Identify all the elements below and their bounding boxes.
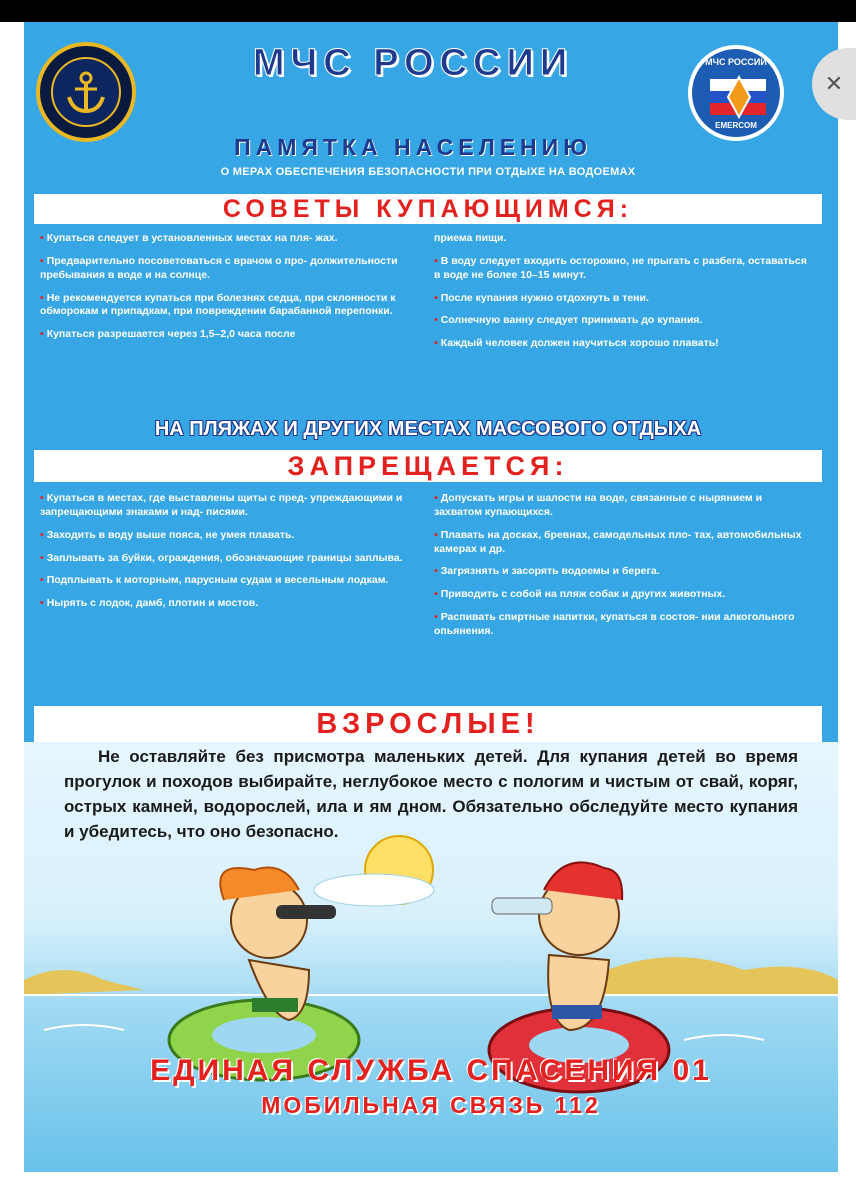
tip-item: • Предварительно посоветоваться с врачом о про- должительности пребывания в воде и на солнце. [40, 254, 398, 281]
tip-item: • Не рекомендуется купаться при болезнях седца, при склонности к обморокам и припадкам, при повреждении барабанной перепонки. [40, 291, 396, 318]
forbidden-item: • Допускать игры и шалости на воде, связанные с нырянием и захватом купающихся. [434, 492, 763, 518]
adults-paragraph: Не оставляйте без присмотра маленьких детей. Для купания детей во время прогулок и походов выбирайте, неглубокое место с пологим и чистым от свай, коряг, острых камней, водорослей, ила и ям дном. Обязательно обследуйте место купания и убедитесь, что оно безопасно. [64, 747, 798, 842]
emblem-bottom-text: EMERCOM [715, 121, 757, 130]
forbidden-heading: ЗАПРЕЩАЕТСЯ: [34, 450, 822, 482]
beach-illustration [24, 830, 838, 1172]
tip-item: • Купаться следует в установленных местах на пля- жах. [40, 232, 338, 244]
tip-item: • Солнечную ванну следует принимать до купания. [434, 314, 703, 327]
tip-continuation: приема пищи. [434, 232, 507, 244]
forbidden-item: • Загрязнять и засорять водоемы и берега. [434, 565, 660, 578]
emblem-top-text: МЧС РОССИИ [705, 57, 767, 67]
status-bar [0, 0, 856, 22]
tip-item: • В воду следует входить осторожно, не прыгать с разбега, оставаться в воде не более 10–15 минут. [434, 254, 807, 281]
tip-item: • Купаться разрешается через 1,5–2,0 часа после [40, 328, 296, 341]
forbidden-item: • Заходить в воду выше пояса, не умея плавать. [40, 528, 295, 541]
bottom-margin [0, 1172, 856, 1200]
anchor-emblem-icon [36, 42, 136, 142]
close-icon: ✕ [824, 71, 844, 96]
sun-icon [314, 836, 434, 906]
memo-subtitle: О МЕРАХ ОБЕСПЕЧЕНИЯ БЕЗОПАСНОСТИ ПРИ ОТДЫХЕ НА ВОДОЕМАХ [220, 166, 636, 178]
forbidden-item: • Заплывать за буйки, ограждения, обозначающие границы заплыва. [40, 551, 403, 564]
tips-right-column [434, 232, 810, 360]
forbidden-item: • Подплывать к моторным, парусным судам и весельным лодкам. [40, 574, 389, 587]
forbidden-item: • Приводить с собой на пляж собак и других животных. [434, 588, 726, 601]
adults-heading: ВЗРОСЛЫЕ! [34, 706, 822, 742]
tips-left-column [40, 232, 420, 351]
forbidden-right-column [434, 492, 810, 648]
tips-heading: СОВЕТЫ КУПАЮЩИМСЯ: [34, 194, 822, 224]
tip-item: • Каждый человек должен научиться хорошо плавать! [434, 337, 719, 350]
forbidden-item: • Купаться в местах, где выставлены щиты с пред- упреждающими и запрещающими знаками и над- писями. [40, 492, 403, 518]
memo-title: ПАМЯТКА НАСЕЛЕНИЮ [234, 134, 592, 160]
forbidden-item: • Нырять с лодок, дамб, плотин и мостов. [40, 597, 259, 610]
beach-heading: НА ПЛЯЖАХ И ДРУГИХ МЕСТАХ МАССОВОГО ОТДЫХА [154, 418, 702, 440]
page-title: МЧС РОССИИ [252, 42, 574, 84]
forbidden-left-column [40, 492, 420, 620]
forbidden-item: • Распивать спиртные напитки, купаться в состоя- нии алкогольного опьянения. [434, 611, 795, 638]
mobile-rescue-phone: МОБИЛЬНАЯ СВЯЗЬ 112 [261, 1092, 601, 1118]
emercom-emblem-icon [688, 45, 784, 141]
rescue-service-phone: ЕДИНАЯ СЛУЖБА СПАСЕНИЯ 01 [150, 1054, 712, 1087]
forbidden-item: • Плавать на досках, бревнах, самодельных пло- тах, автомобильных камерах и др. [434, 528, 802, 555]
tip-item: • После купания нужно отдохнуть в тени. [434, 291, 649, 304]
boy-figure [492, 862, 622, 1030]
